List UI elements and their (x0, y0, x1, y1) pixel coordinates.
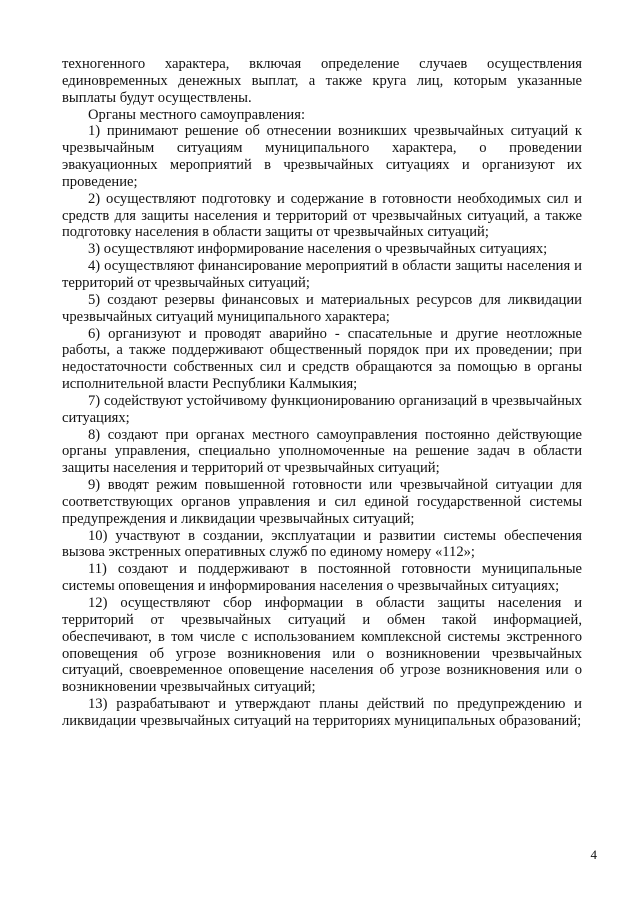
list-item-4: 4) осуществляют финансирование мероприятий в области защиты населения и территорий от чрезвычайных ситуаций; (62, 258, 582, 291)
list-item-1: 1) принимают решение об отнесении возникших чрезвычайных ситуаций к чрезвычайным ситуациям муниципального характера, о проведении эвакуационных мероприятий в чрезвычайных ситуациях и организуют их проведение; (62, 123, 582, 190)
list-item-8: 8) создают при органах местного самоуправления постоянно действующие органы управления, специально уполномоченные на решение задач в области защиты населения и территорий от чрезвычайных ситуаций; (62, 426, 582, 477)
list-item-7: 7) содействуют устойчивому функционированию организаций в чрезвычайных ситуациях; (62, 392, 582, 426)
list-item-9: 9) вводят режим повышенной готовности или чрезвычайной ситуации для соответствующих органов управления и сил единой государственной системы предупреждения и ликвидации чрезвычайных ситуаций; (62, 477, 582, 527)
page-number: 4 (590, 847, 597, 863)
list-item-11: 11) создают и поддерживают в постоянной готовности муниципальные системы оповещения и информирования населения о чрезвычайных ситуациях; (62, 561, 582, 595)
list-item-5: 5) создают резервы финансовых и материальных ресурсов для ликвидации чрезвычайных ситуаций муниципального характера; (62, 291, 582, 325)
list-item-10: 10) участвуют в создании, эксплуатации и развитии системы обеспечения вызова экстренных оперативных служб по единому номеру «112»; (62, 527, 582, 561)
list-item-12: 12) осуществляют сбор информации в области защиты населения и территорий от чрезвычайных ситуаций и обмен такой информацией, обеспечивают, в том числе с использованием комплексной системы экстренного оповещения об угрозе возникновения или о возникновении чрезвычайных ситуаций, своевременное оповещение населения об угрозе возникновения или о возникновении чрезвычайных ситуаций; (62, 595, 582, 696)
list-item-13: 13) разрабатывают и утверждают планы действий по предупреждению и ликвидации чрезвычайных ситуаций на территориях муниципальных образований; (62, 696, 582, 729)
list-item-2: 2) осуществляют подготовку и содержание в готовности необходимых сил и средств для защиты населения и территорий от чрезвычайных ситуаций, а также подготовку населения в области защиты от чрезвычайных ситуаций; (62, 190, 582, 241)
section-intro: Органы местного самоуправления: (88, 106, 306, 123)
list-item-6: 6) организуют и проводят аварийно - спасательные и другие неотложные работы, а также поддерживают общественный порядок при их проведении; при недостаточности собственных сил и средств обращаются за помощью в органы исполнительной власти Республики Калмыкия; (62, 325, 582, 393)
document-body (62, 56, 582, 730)
carryover-paragraph: техногенного характера, включая определение случаев осуществления единовременных денежных выплат, а также круга лиц, которым указанные выплаты будут осуществлены. (62, 56, 582, 106)
list-item-3: 3) осуществляют информирование населения о чрезвычайных ситуациях; (88, 241, 548, 258)
